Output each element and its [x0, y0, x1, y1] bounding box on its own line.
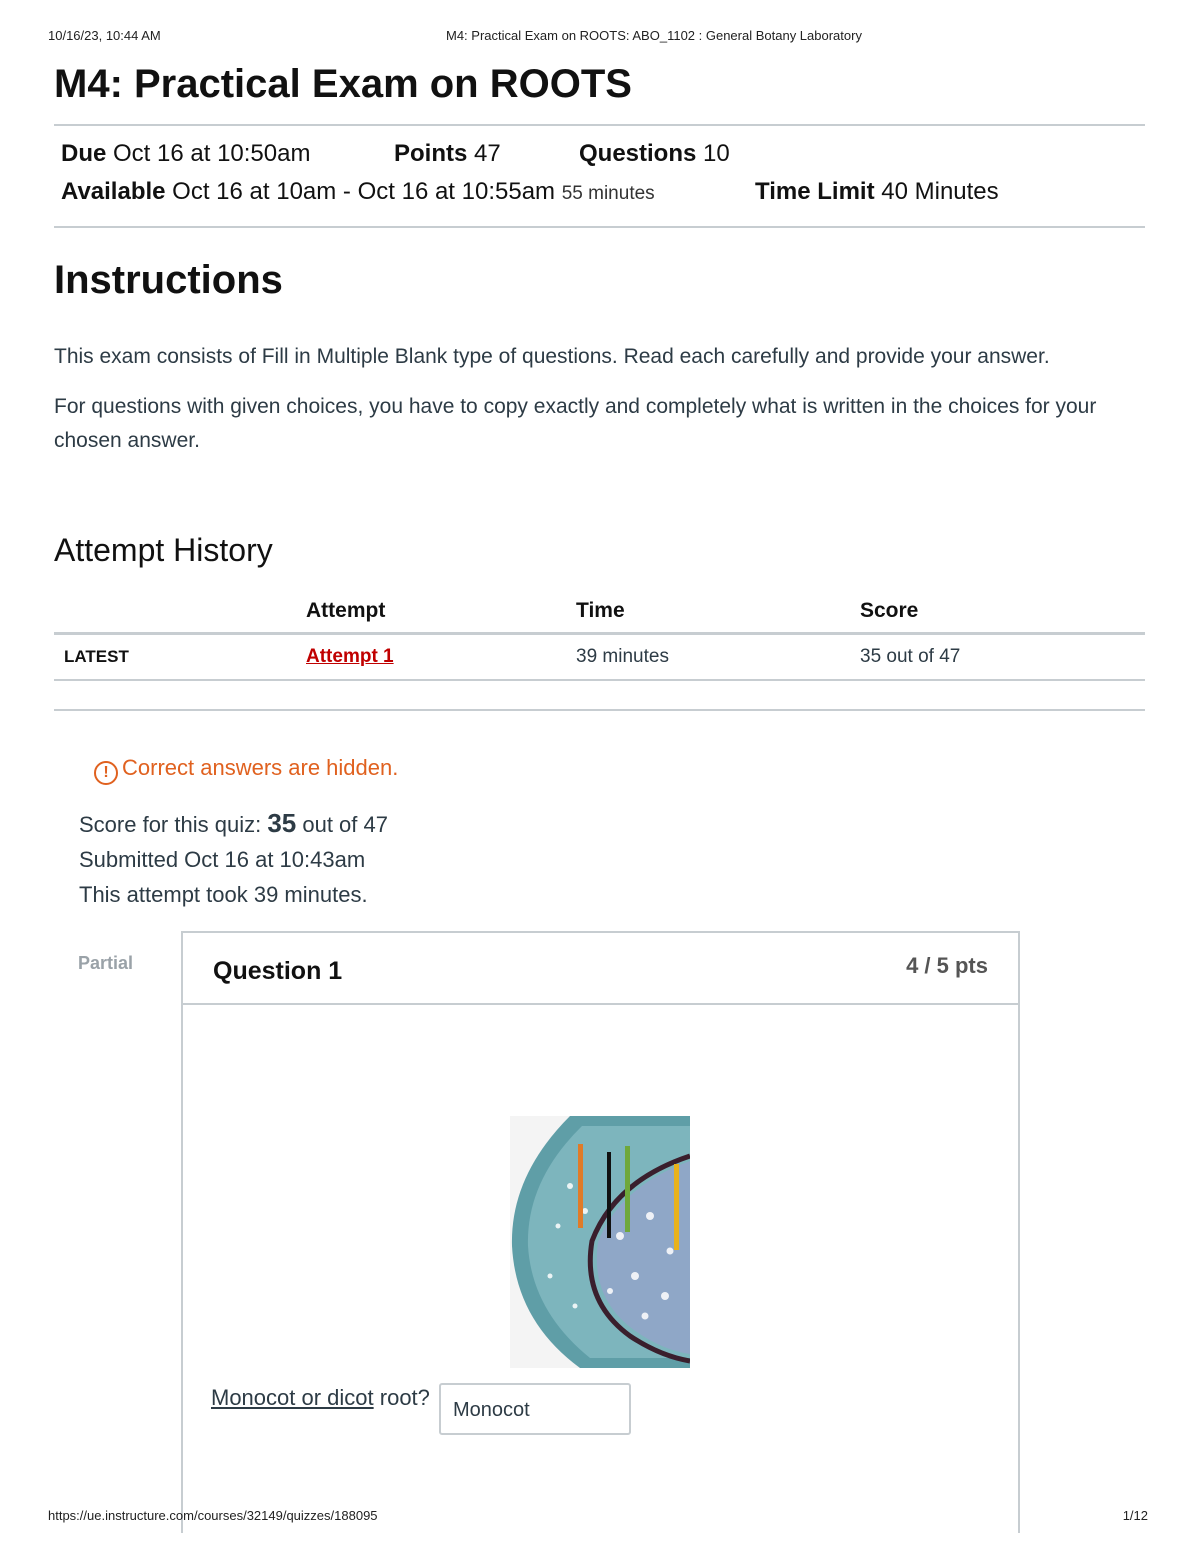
table-header-row: [54, 590, 1145, 634]
divider: [54, 709, 1145, 711]
prompt-rest: root?: [373, 1385, 430, 1410]
latest-tag: LATEST: [54, 634, 306, 681]
available-duration: 55 minutes: [561, 183, 655, 204]
due-value: Oct 16 at 10:50am: [113, 140, 311, 167]
orange-marker: [578, 1144, 583, 1228]
score-label: Score for this quiz:: [79, 812, 262, 837]
page-title: M4: Practical Exam on ROOTS: [54, 62, 632, 106]
print-url: https://ue.instructure.com/courses/32149/quizzes/188095: [48, 1508, 378, 1523]
submitted-line: Submitted Oct 16 at 10:43am: [79, 847, 366, 872]
time-limit-label: Time Limit: [755, 178, 875, 205]
column-header: Attempt: [306, 590, 576, 634]
score-value: 35: [267, 808, 297, 838]
quiz-content: [54, 58, 1145, 1421]
duration-line: This attempt took 39 minutes.: [79, 882, 368, 907]
print-doc-title: M4: Practical Exam on ROOTS: ABO_1102 : General Botany Laboratory: [446, 28, 862, 43]
instructions-body: [54, 340, 1145, 474]
table-row: [54, 634, 1145, 681]
score-summary: [79, 806, 388, 912]
instructions-heading: Instructions: [54, 258, 283, 302]
attempt-history-table: [54, 590, 1145, 681]
yellow-marker: [674, 1164, 679, 1250]
column-header: Time: [576, 590, 860, 634]
attempt-time: 39 minutes: [576, 634, 860, 681]
question-prompt: [211, 1385, 430, 1411]
question-status-badge: Partial: [78, 953, 134, 973]
instructions-paragraph: This exam consists of Fill in Multiple Blank type of questions. Read each carefully and provide your answer.: [54, 345, 1050, 368]
column-header: Score: [860, 590, 1145, 634]
question-points: 4 / 5 pts: [906, 953, 988, 978]
column-header: [54, 590, 306, 634]
instructions-paragraph: For questions with given choices, you have to copy exactly and completely what is written in the choices for your chosen answer.: [54, 395, 1097, 452]
green-marker: [625, 1146, 630, 1232]
page-number: 1/12: [1122, 1508, 1148, 1523]
black-marker: [607, 1152, 611, 1238]
available-label: Available: [61, 178, 166, 205]
question-header: [183, 933, 1018, 1005]
warning-icon: !: [94, 761, 118, 785]
attempt-history-heading: Attempt History: [54, 532, 273, 568]
due-label: Due: [61, 140, 107, 167]
score-line: [79, 806, 388, 842]
points-label: Points: [394, 140, 468, 167]
question-card: [181, 931, 1020, 1533]
divider: [54, 124, 1145, 126]
answer-field[interactable]: Monocot: [439, 1383, 631, 1435]
root-cross-section-image: [510, 1116, 690, 1368]
available-value: Oct 16 at 10am - Oct 16 at 10:55am: [172, 178, 556, 205]
prompt-underlined: Monocot or dicot: [211, 1385, 374, 1410]
score-suffix: out of 47: [302, 812, 388, 837]
time-limit-value: 40 Minutes: [881, 178, 999, 205]
attempt-link[interactable]: Attempt 1: [306, 646, 394, 667]
questions-value: 10: [703, 140, 730, 167]
attempt-score: 35 out of 47: [860, 634, 1145, 681]
hidden-answers-notice: [94, 755, 398, 785]
points-value: 47: [474, 140, 501, 167]
hidden-answers-text: Correct answers are hidden.: [122, 755, 399, 780]
print-header: [48, 28, 1152, 46]
question-title: Question 1: [213, 957, 343, 985]
questions-label: Questions: [579, 140, 697, 167]
print-datetime: 10/16/23, 10:44 AM: [48, 28, 161, 43]
divider: [54, 226, 1145, 228]
